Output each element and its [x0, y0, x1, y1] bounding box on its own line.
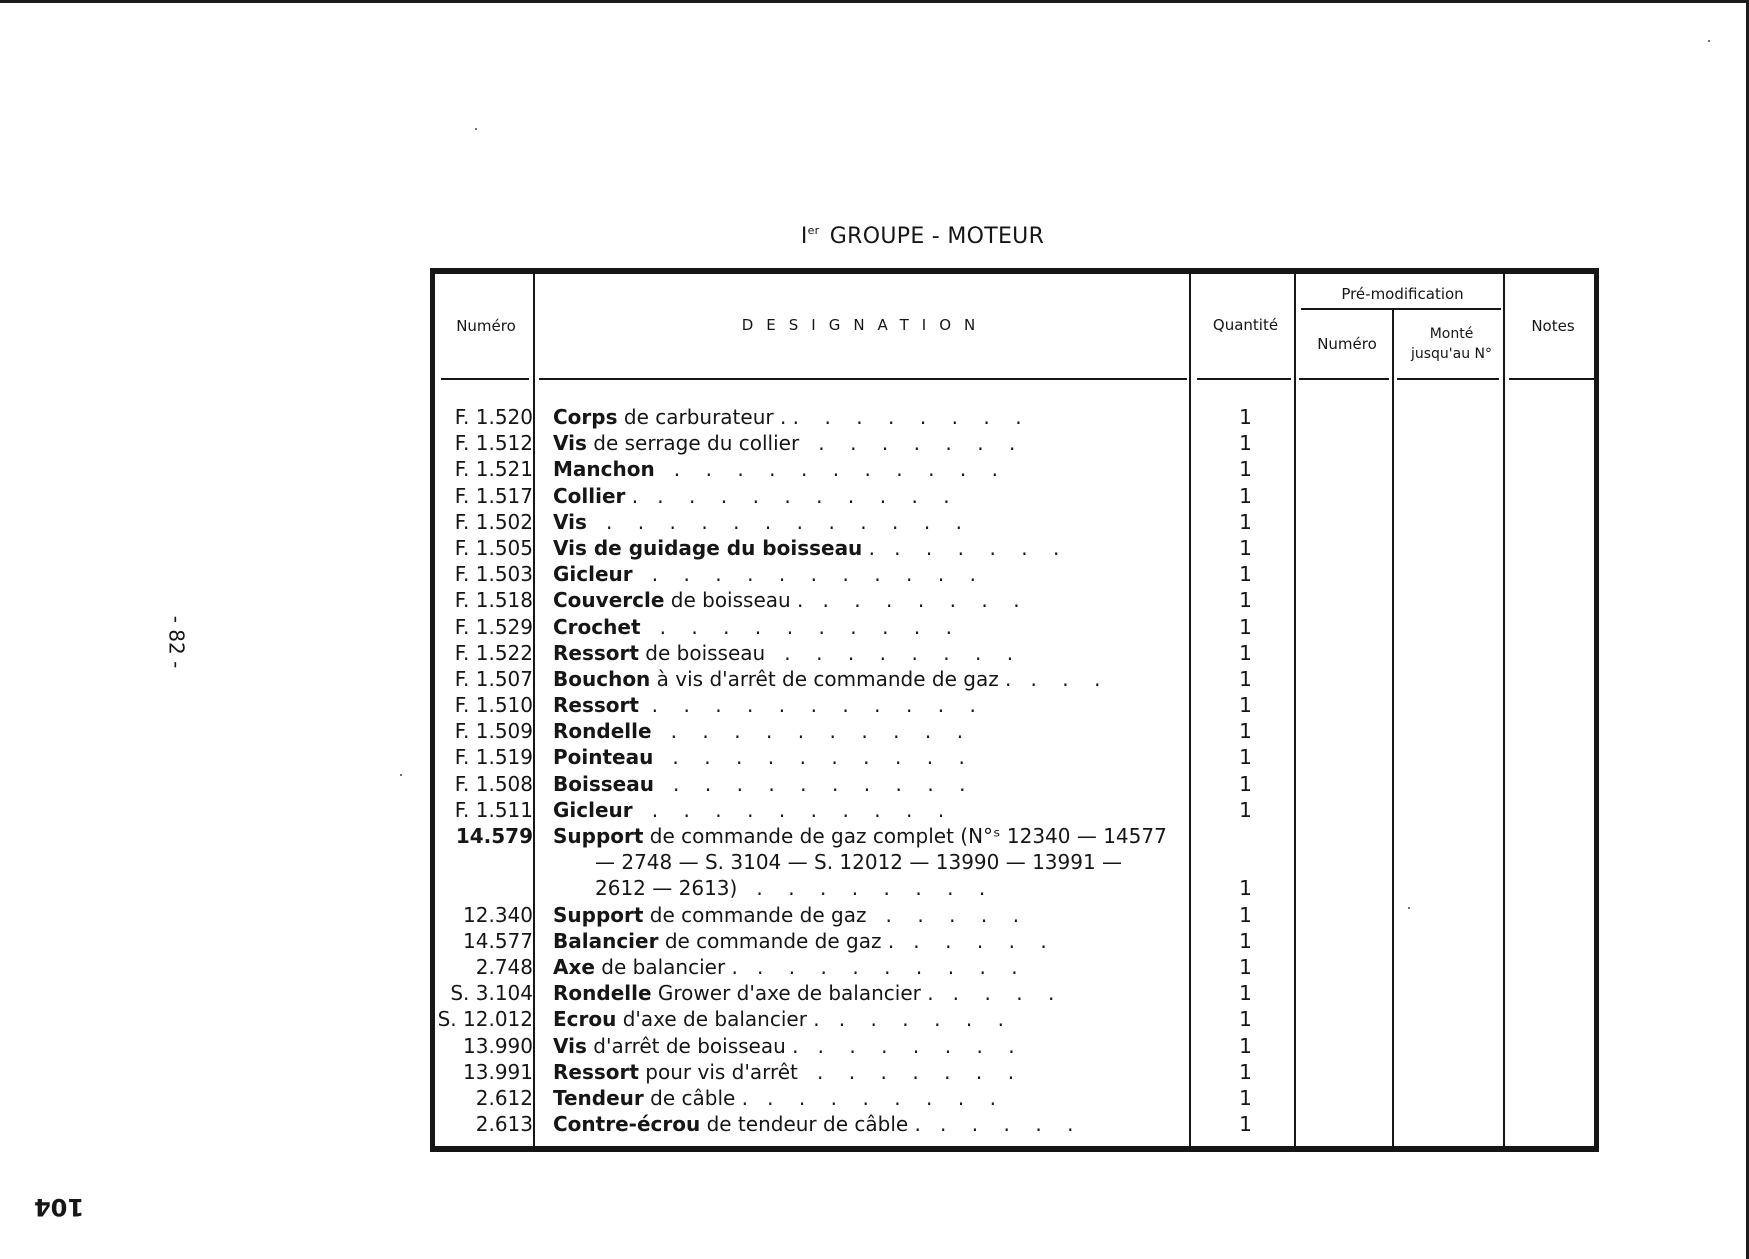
- title-text: GROUPE - MOTEUR: [829, 224, 1045, 249]
- header-premod-monte-line1: Monté: [1429, 326, 1474, 342]
- quantity: 1: [1239, 483, 1252, 508]
- part-designation: [553, 483, 1189, 509]
- header-underline: [539, 378, 1187, 380]
- table-row: [435, 692, 1595, 718]
- quantity: 1: [1239, 405, 1252, 429]
- quantity: 1: [1239, 1085, 1252, 1110]
- quantity: 1: [1239, 771, 1252, 796]
- leader-dots: . . . . . . . . . .: [638, 483, 950, 508]
- quantity: 1: [1239, 588, 1252, 613]
- part-number: 12.340: [463, 902, 533, 927]
- table-row: [435, 535, 1595, 561]
- header-underline: [1509, 378, 1597, 380]
- header-quantite: Quantité: [1212, 316, 1279, 334]
- part-designation: [553, 1033, 1189, 1059]
- quantity: 1: [1239, 981, 1252, 1006]
- table-row: [435, 718, 1595, 744]
- designation-text: .: [862, 535, 876, 560]
- quantity: 1: [1239, 1059, 1252, 1084]
- part-designation: [553, 928, 1189, 954]
- designation-text: de boisseau: [638, 640, 766, 665]
- header-premod-monte-line2: jusqu'au N°: [1410, 346, 1493, 362]
- part-number: F. 1.522: [454, 640, 533, 665]
- quantity: 1: [1239, 954, 1252, 979]
- scan-speck: [400, 774, 402, 776]
- quantity: 1: [1239, 666, 1252, 691]
- designation-bold: Support: [553, 902, 644, 927]
- table-row: [435, 430, 1595, 456]
- header-underline: [1299, 378, 1389, 380]
- quantity: 1: [1239, 640, 1252, 665]
- designation-bold: Ressort: [553, 1059, 639, 1084]
- designation-bold: Bouchon: [553, 666, 651, 691]
- leader-dots: . . . . .: [866, 902, 1020, 927]
- part-designation: [553, 1085, 1189, 1111]
- part-number: 2.613: [475, 1112, 533, 1137]
- part-number: F. 1.511: [454, 797, 533, 822]
- designation-text: de serrage du collier: [586, 431, 800, 456]
- table-row: [435, 875, 1595, 901]
- quantity: 1: [1239, 902, 1252, 927]
- quantity: 1: [1239, 745, 1252, 770]
- leader-dots: . . . . . . . . . .: [651, 719, 964, 744]
- designation-bold: Manchon: [553, 457, 655, 482]
- part-number: 2.748: [475, 954, 533, 979]
- leader-dots: . . . . . . . .: [786, 405, 1022, 429]
- designation-bold: Support: [553, 824, 644, 848]
- header-underline: [441, 378, 529, 380]
- quantity: 1: [1239, 1007, 1252, 1032]
- table-row: [435, 614, 1595, 640]
- header-underline: [1301, 308, 1501, 310]
- leader-dots: . . . . . . . . . .: [632, 797, 945, 822]
- part-number: F. 1.507: [454, 666, 533, 691]
- part-number: F. 1.520: [454, 405, 533, 429]
- header-underline: [1397, 378, 1499, 380]
- leader-dots: . . . . . . .: [798, 1033, 1015, 1058]
- table-row: [435, 954, 1595, 980]
- part-number: F. 1.503: [454, 562, 533, 587]
- table-row: [435, 561, 1595, 587]
- designation-text: 2612 — 2613): [595, 876, 738, 901]
- designation-bold: Gicleur: [553, 562, 633, 587]
- quantity: 1: [1239, 876, 1252, 901]
- parts-table: [430, 268, 1599, 1152]
- designation-text: .: [625, 483, 639, 508]
- part-designation: [553, 535, 1189, 561]
- part-number: F. 1.517: [454, 483, 533, 508]
- scan-speck: [1708, 40, 1710, 42]
- part-number: F. 1.529: [454, 614, 533, 639]
- table-row: [435, 902, 1595, 928]
- header-premodification: Pré-modification: [1341, 285, 1464, 303]
- quantity: 1: [1239, 797, 1252, 822]
- designation-bold: Rondelle: [553, 719, 652, 744]
- designation-bold: Corps: [553, 405, 618, 429]
- part-designation: [553, 954, 1189, 980]
- table-row: [435, 849, 1595, 875]
- table-row: [435, 1033, 1595, 1059]
- margin-folio: - 82 -: [164, 615, 189, 669]
- designation-bold: Contre-écrou: [553, 1112, 701, 1137]
- quantity: 1: [1239, 535, 1252, 560]
- designation-text: de boisseau .: [664, 588, 804, 613]
- part-number: 2.612: [475, 1085, 533, 1110]
- table-row: [435, 928, 1595, 954]
- designation-text: à vis d'arrêt de commande de gaz .: [650, 666, 1012, 691]
- page-title: [0, 224, 1749, 249]
- leader-dots: . . . . . . . . . . . .: [586, 509, 962, 534]
- part-designation: [595, 875, 1231, 901]
- header-premod-numero: Numéro: [1317, 335, 1377, 353]
- table-row: [435, 509, 1595, 535]
- designation-bold: Gicleur: [553, 797, 633, 822]
- table-row: [435, 823, 1595, 849]
- leader-dots: . . . . . . .: [803, 588, 1020, 613]
- designation-bold: Balancier: [553, 928, 659, 953]
- quantity: 1: [1239, 928, 1252, 953]
- scan-speck: [475, 128, 477, 130]
- leader-dots: . . . . .: [920, 1112, 1074, 1137]
- table-row: [435, 483, 1595, 509]
- part-designation: [553, 1006, 1189, 1032]
- leader-dots: . . . . . . . .: [748, 1085, 996, 1110]
- table-row: [435, 456, 1595, 482]
- part-designation: [553, 640, 1189, 666]
- table-row: [435, 1006, 1595, 1032]
- quantity: 1: [1239, 614, 1252, 639]
- title-superscript: er: [807, 224, 820, 237]
- header-underline: [1197, 378, 1291, 380]
- leader-dots: . . . . . . .: [797, 1059, 1015, 1084]
- part-designation: [553, 614, 1189, 640]
- table-row: [435, 797, 1595, 823]
- part-designation: [553, 404, 1189, 430]
- leader-dots: . . . . . . . . . . .: [632, 562, 976, 587]
- designation-bold: Couvercle: [553, 588, 665, 613]
- table-row: [435, 666, 1595, 692]
- quantity: 1: [1239, 431, 1252, 456]
- designation-bold: Rondelle: [553, 981, 652, 1006]
- designation-bold: Vis: [553, 509, 587, 534]
- designation-bold: Vis: [553, 431, 587, 456]
- part-number: F. 1.521: [454, 457, 533, 482]
- part-designation: [553, 692, 1189, 718]
- designation-bold: Ressort: [553, 693, 639, 718]
- designation-text: de carburateur .: [617, 405, 787, 429]
- quantity: 1: [1239, 457, 1252, 482]
- part-designation: [553, 797, 1189, 823]
- part-designation: [553, 1059, 1189, 1085]
- part-designation: [553, 430, 1189, 456]
- table-row: [435, 1111, 1595, 1137]
- part-number: 13.990: [463, 1033, 533, 1058]
- part-designation: [553, 1111, 1189, 1137]
- part-designation: [553, 509, 1189, 535]
- part-number: F. 1.518: [454, 588, 533, 613]
- designation-text: de commande de gaz complet (N°ˢ 12340 — 14577: [643, 824, 1167, 848]
- part-designation: [553, 718, 1189, 744]
- leader-dots: . . . . . . . .: [737, 876, 986, 901]
- part-designation: [553, 771, 1189, 797]
- page-number: 104: [34, 1193, 85, 1221]
- leader-dots: . . . . . . .: [799, 431, 1016, 456]
- header-numero: Numéro: [456, 317, 516, 335]
- designation-bold: Collier: [553, 483, 626, 508]
- designation-bold: Tendeur: [553, 1085, 644, 1110]
- part-number: S. 12.012: [437, 1007, 533, 1032]
- part-number: F. 1.502: [454, 509, 533, 534]
- table-row: [435, 1059, 1595, 1085]
- designation-text: pour vis d'arrêt: [638, 1059, 798, 1084]
- quantity: 1: [1239, 693, 1252, 718]
- part-number: F. 1.519: [454, 745, 533, 770]
- leader-dots: . . . . . . . . . . .: [654, 457, 999, 482]
- table-row: [435, 771, 1595, 797]
- quantity: 1: [1239, 719, 1252, 744]
- designation-text: — 2748 — S. 3104 — S. 12012 — 13990 — 13991 —: [595, 850, 1123, 875]
- leader-dots: . . . . . . . . . . .: [638, 693, 976, 718]
- designation-text: d'axe de balancier .: [616, 1007, 820, 1032]
- quantity: 1: [1239, 1033, 1252, 1058]
- part-number: F. 1.510: [454, 693, 533, 718]
- part-designation: [553, 561, 1189, 587]
- table-row: [435, 640, 1595, 666]
- designation-text: d'arrêt de boisseau .: [586, 1033, 799, 1058]
- part-number: F. 1.505: [454, 535, 533, 560]
- part-number: 14.579: [455, 824, 533, 848]
- part-number: 13.991: [463, 1059, 533, 1084]
- leader-dots: . . . . . .: [875, 535, 1060, 560]
- part-designation: [553, 980, 1189, 1006]
- designation-text: de câble .: [643, 1085, 749, 1110]
- header-premod-monte: [1396, 324, 1507, 364]
- part-designation: [553, 587, 1189, 613]
- header-notes: Notes: [1531, 317, 1575, 335]
- part-designation: [553, 823, 1189, 849]
- table-row: [435, 404, 1595, 430]
- header-designation: DESIGNATION: [741, 316, 989, 334]
- designation-bold: Vis: [553, 1033, 587, 1058]
- scan-speck: [1408, 907, 1410, 909]
- leader-dots: . . . . . .: [819, 1007, 1005, 1032]
- leader-dots: . . . . . . . . . .: [653, 771, 966, 796]
- table-row: [435, 587, 1595, 613]
- leader-dots: . . . . . . . . . .: [640, 614, 953, 639]
- part-designation: [553, 744, 1189, 770]
- leader-dots: . . .: [1011, 666, 1101, 691]
- leader-dots: . . . . . . . .: [765, 640, 1014, 665]
- designation-bold: Crochet: [553, 614, 641, 639]
- designation-text: de commande de gaz: [643, 902, 867, 927]
- designation-bold: Axe: [553, 954, 595, 979]
- part-number: F. 1.512: [454, 431, 533, 456]
- designation-text: de tendeur de câble .: [700, 1112, 921, 1137]
- designation-text: Grower d'axe de balancier .: [651, 981, 934, 1006]
- designation-bold: Ecrou: [553, 1007, 617, 1032]
- part-number: F. 1.508: [454, 771, 533, 796]
- table-row: [435, 980, 1595, 1006]
- designation-bold: Vis de guidage du boisseau: [553, 535, 863, 560]
- quantity: 1: [1239, 509, 1252, 534]
- quantity: 1: [1239, 562, 1252, 587]
- designation-bold: Pointeau: [553, 745, 654, 770]
- leader-dots: . . . . . . . . . .: [653, 745, 965, 770]
- designation-text: de balancier .: [594, 954, 738, 979]
- table-row: [435, 744, 1595, 770]
- quantity: 1: [1239, 1112, 1252, 1137]
- part-designation: [595, 849, 1231, 875]
- part-designation: [553, 666, 1189, 692]
- leader-dots: . . . . . . . . .: [737, 954, 1018, 979]
- designation-bold: Boisseau: [553, 771, 654, 796]
- designation-text: de commande de gaz .: [658, 928, 895, 953]
- designation-bold: Ressort: [553, 640, 639, 665]
- leader-dots: . . . . .: [894, 928, 1047, 953]
- part-designation: [553, 456, 1189, 482]
- part-number: F. 1.509: [454, 719, 533, 744]
- title-number: I: [800, 224, 808, 249]
- part-number: S. 3.104: [450, 981, 533, 1006]
- part-designation: [553, 902, 1189, 928]
- table-row: [435, 1085, 1595, 1111]
- part-number: 14.577: [463, 928, 533, 953]
- table-body: [435, 404, 1595, 1137]
- leader-dots: . . . .: [933, 981, 1055, 1006]
